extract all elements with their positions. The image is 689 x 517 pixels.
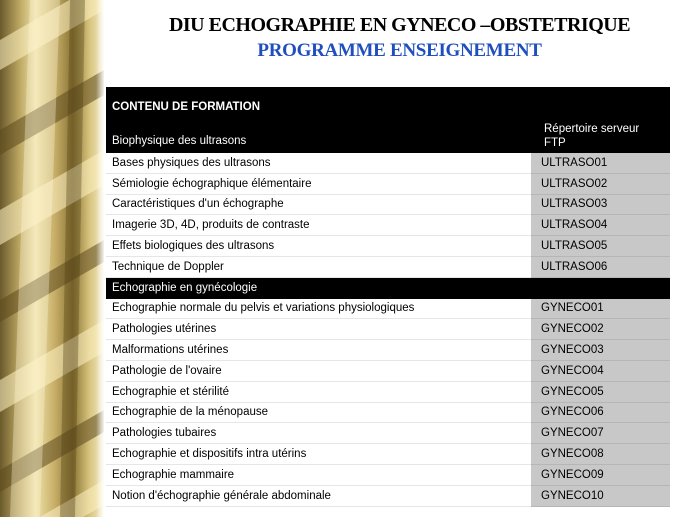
row-label: Pathologies tubaires — [106, 423, 531, 444]
program-table — [106, 87, 670, 507]
row-label: Pathologie de l'ovaire — [106, 361, 531, 382]
row-label: Echographie normale du pelvis et variations physiologiques — [106, 299, 531, 320]
header-biophysique: Biophysique des ultrasons — [112, 135, 247, 147]
row-code: GYNECO03 — [531, 340, 670, 361]
table-row — [106, 153, 670, 174]
row-code: GYNECO08 — [531, 444, 670, 465]
table-row — [106, 195, 670, 216]
table-row — [106, 382, 670, 403]
section-header-gynecologie: Echographie en gynécologie — [106, 278, 670, 299]
table-row — [106, 444, 670, 465]
row-label: Malformations utérines — [106, 340, 531, 361]
table-row — [106, 423, 670, 444]
row-code: ULTRASO02 — [531, 174, 670, 195]
row-label: Effets biologiques des ultrasons — [106, 236, 531, 257]
row-label: Caractéristiques d'un échographe — [106, 195, 531, 216]
header-repertoire: Répertoire serveur FTP — [544, 123, 640, 149]
row-code: GYNECO05 — [531, 382, 670, 403]
table-row — [106, 257, 670, 278]
row-label: Echographie de la ménopause — [106, 403, 531, 424]
table-row — [106, 236, 670, 257]
row-label: Echographie et dispositifs intra utérins — [106, 444, 531, 465]
table-row — [106, 486, 670, 507]
table-row — [106, 361, 670, 382]
table-row — [106, 319, 670, 340]
row-code: GYNECO01 — [531, 299, 670, 320]
table-header — [106, 87, 670, 153]
table-row — [106, 465, 670, 486]
row-code: GYNECO06 — [531, 403, 670, 424]
row-code: ULTRASO03 — [531, 195, 670, 216]
row-code: GYNECO04 — [531, 361, 670, 382]
row-code: GYNECO09 — [531, 465, 670, 486]
row-label: Pathologies utérines — [106, 319, 531, 340]
header-contenu: CONTENU DE FORMATION — [112, 101, 261, 113]
row-code: ULTRASO01 — [531, 153, 670, 174]
row-label: Echographie et stérilité — [106, 382, 531, 403]
row-label: Echographie mammaire — [106, 465, 531, 486]
row-code: GYNECO10 — [531, 486, 670, 507]
table-row — [106, 299, 670, 320]
row-label: Bases physiques des ultrasons — [106, 153, 531, 174]
row-label: Sémiologie échographique élémentaire — [106, 174, 531, 195]
page-subtitle: PROGRAMME ENSEIGNEMENT — [257, 40, 542, 61]
table-row — [106, 340, 670, 361]
row-code: GYNECO07 — [531, 423, 670, 444]
row-code: GYNECO02 — [531, 319, 670, 340]
row-code: ULTRASO05 — [531, 236, 670, 257]
row-label: Imagerie 3D, 4D, produits de contraste — [106, 215, 531, 236]
decorative-gold-strip — [0, 0, 104, 517]
table-row — [106, 403, 670, 424]
table-row — [106, 215, 670, 236]
row-label: Notion d'échographie générale abdominale — [106, 486, 531, 507]
row-code: ULTRASO06 — [531, 257, 670, 278]
page-title: DIU ECHOGRAPHIE EN GYNECO –OBSTETRIQUE — [168, 14, 631, 36]
table-row — [106, 174, 670, 195]
row-code: ULTRASO04 — [531, 215, 670, 236]
row-label: Technique de Doppler — [106, 257, 531, 278]
gold-strip-highlight — [96, 0, 104, 517]
gold-ribbon-pattern — [0, 0, 104, 517]
